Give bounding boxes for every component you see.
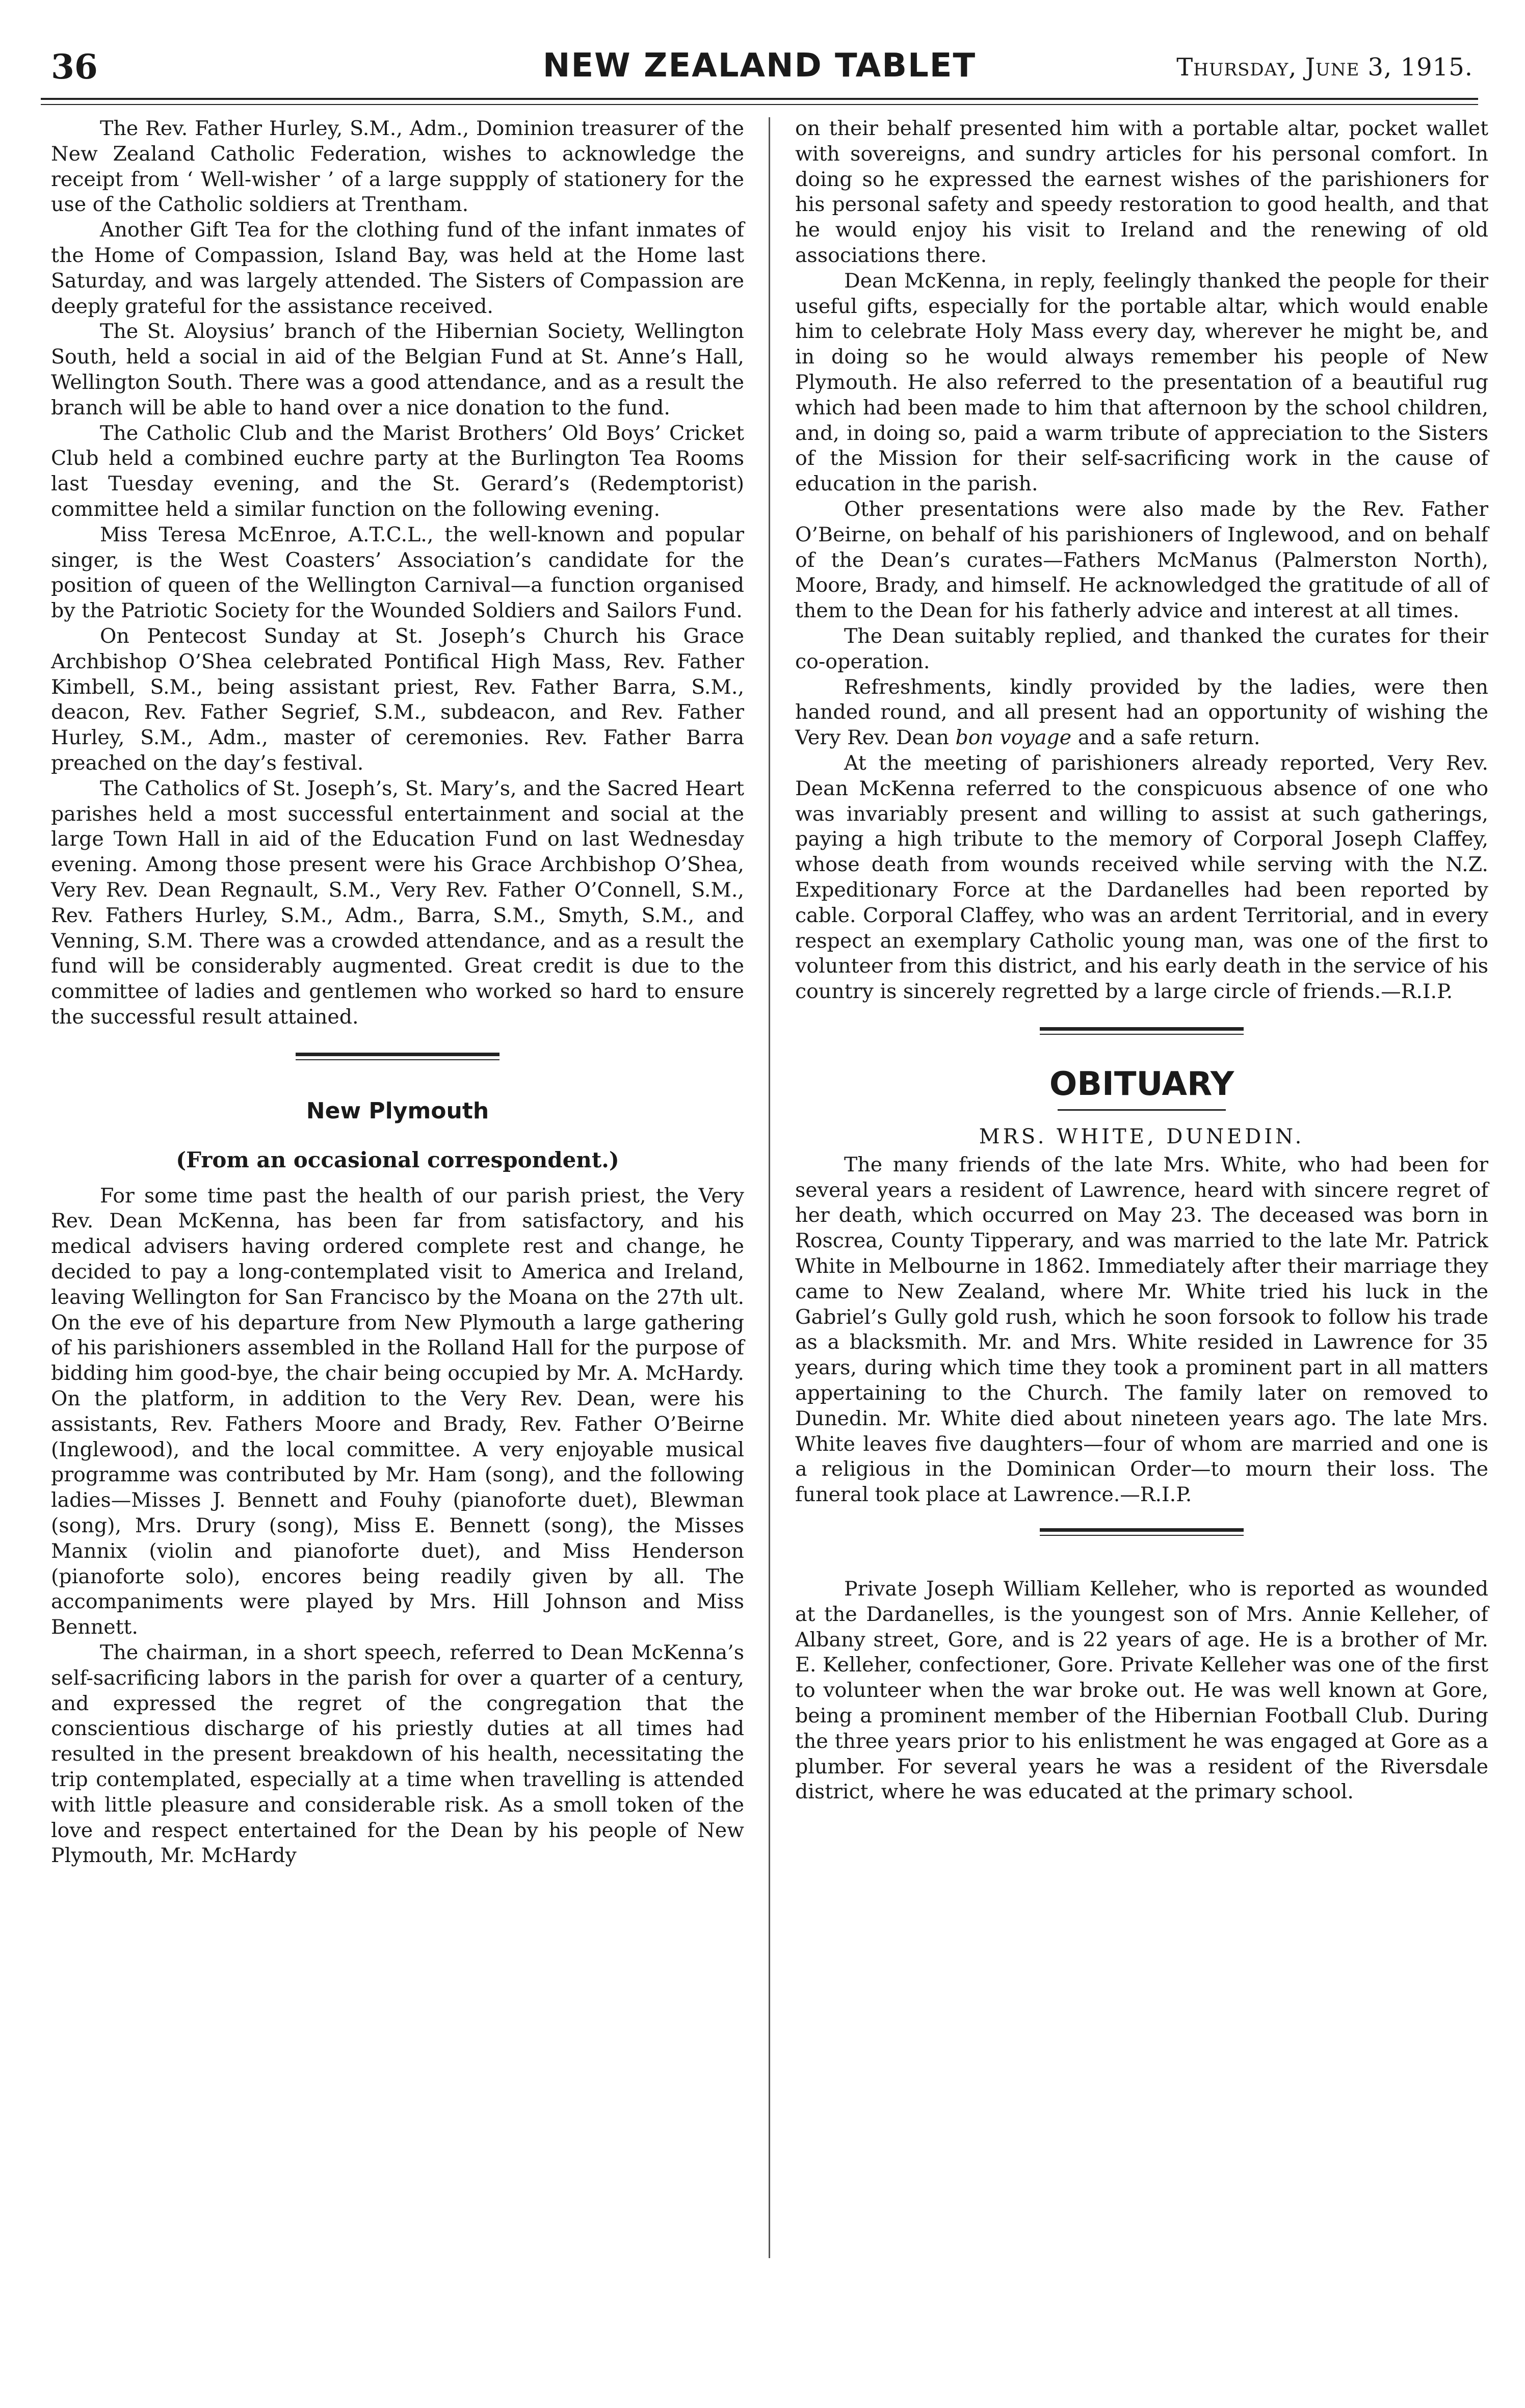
paragraph-text: Refreshments, kindly provided by the ladies, were then handed round, and all present had an opportunity of wishing the Very Rev. Dean: [795, 675, 1488, 750]
column-divider: [769, 117, 770, 2258]
right-column: [795, 116, 1488, 1805]
paragraph: The chairman, in a short speech, referred to Dean McKenna’s self-sacrificing labors in the parish for over a quarter of a century, and expressed the regret of the congregation that the conscientious discharge of his priestly duties at all times had resulted in the present breakdown of his health, necessitating the trip contemplated, especially at a time when travelling is attended with little pleasure and considerable risk. As a smoll token of the love and respect entertained for the Dean by his people of New Plymouth, Mr. McHardy: [51, 1641, 744, 1868]
paragraph: Another Gift Tea for the clothing fund of the infant inmates of the Home of Compassion, Island Bay, was held at the Home last Saturday, and was largely attended. The Sisters of Compassion are deeply grateful for the assistance received.: [51, 218, 744, 318]
section-title: New Plymouth: [306, 1097, 489, 1124]
paragraph: Other presentations were also made by the Rev. Father O’Beirne, on behalf of his parishioners of Inglewood, and on behalf of the Dean’s curates—Fathers McManus (Palmerston North), Moore, Brady, and himself. He acknowledged the gratitude of all of them to the Dean for his fatherly advice and interest at all times.: [795, 497, 1488, 623]
page-number: 36: [51, 47, 98, 87]
paragraph: For some time past the health of our parish priest, the Very Rev. Dean McKenna, has been far from satisfactory, and his medical advisers having ordered complete rest and change, he decided to pay a long-contemplated visit to America and Ireland, leaving Wellington for San Francisco by the Moana on the 27th ult. On the eve of his departure from New Plymouth a large gathering of his parishioners assembled in the Rolland Hall for the purpose of bidding him good-bye, the chair being occupied by Mr. A. McHardy. On the platform, in addition to the Very Rev. Dean, were his assistants, Rev. Fathers Moore and Brady, Rev. Father O’Beirne (Inglewood), and the local committee. A very enjoyable musical programme was contributed by Mr. Ham (song), and the following ladies—Misses J. Bennett and Fouhy (pianoforte duet), Blewman (song), Mrs. Drury (song), Miss E. Bennett (song), the Misses Mannix (violin and pianoforte duet), and Miss Henderson (pianoforte solo), encores being readily given by all. The accompaniments were played by Mrs. Hill Johnson and Miss Bennett.: [51, 1184, 744, 1639]
dateline: Thursday, June 3, 1915.: [1176, 53, 1473, 82]
obituary-name: MRS. WHITE, DUNEDIN.: [979, 1124, 1305, 1148]
paragraph: Dean McKenna, in reply, feelingly thanked the people for their useful gifts, especially for the portable altar, which would enable him to celebrate Holy Mass every day, wherever he might be, and in doing so he would always remember his people of New Plymouth. He also referred to the presentation of a beautiful rug which had been made to him that afternoon by the school children, and, in doing so, paid a warm tribute of appreciation to the Sisters of the Mission for their self-sacrificing work in the cause of education in the parish.: [795, 269, 1488, 496]
paragraph: The Dean suitably replied, and thanked the curates for their co-operation.: [795, 624, 1488, 673]
section-subtitle: (From an occasional correspondent.): [176, 1147, 619, 1172]
section-separator: [296, 1053, 499, 1060]
section-separator: [1040, 1528, 1244, 1536]
paragraph: On Pentecost Sunday at St. Joseph’s Church his Grace Archbishop O’Shea celebrated Pontifical High Mass, Rev. Father Kimbell, S.M., being assistant priest, Rev. Father Barra, S.M., deacon, Rev. Father Segrief, S.M., subdeacon, and Rev. Father Hurley, S.M., Adm., master of ceremonies. Rev. Father Barra preached on the day’s festival.: [51, 624, 744, 775]
paragraph: The St. Aloysius’ branch of the Hibernian Society, Wellington South, held a social in aid of the Belgian Fund at St. Anne’s Hall, Wellington South. There was a good attendance, and as a result the branch will be able to hand over a nice donation to the fund.: [51, 320, 744, 420]
masthead: NEW ZEALAND TABLET: [542, 47, 977, 85]
paragraph: The many friends of the late Mrs. White, who had been for several years a resident of Lawrence, heard with sincere regret of her death, which occurred on May 23. The deceased was born in Roscrea, County Tipperary, and was married to the late Mr. Patrick White in Melbourne in 1862. Immediately after their marriage they came to New Zealand, where Mr. White tried his luck in the Gabriel’s Gully gold rush, which he soon forsook to follow his trade as a blacksmith. Mr. and Mrs. White resided in Lawrence for 35 years, during which time they took a prominent part in all matters appertaining to the Church. The family later on removed to Dunedin. Mr. White died about nineteen years ago. The late Mrs. White leaves five daughters—four of whom are married and one is a religious in the Dominican Order—to mourn their loss. The funeral took place at Lawrence.—R.I.P.: [795, 1153, 1488, 1507]
paragraph: The Catholic Club and the Marist Brothers’ Old Boys’ Cricket Club held a combined euchre party at the Burlington Tea Rooms last Tuesday evening, and the St. Gerard’s (Redemptorist) committee held a similar function on the following evening.: [51, 421, 744, 521]
paragraph: Private Joseph William Kelleher, who is reported as wounded at the Dardanelles, is the youngest son of Mrs. Annie Kelleher, of Albany street, Gore, and is 22 years of age. He is a brother of Mr. E. Kelleher, confectioner, Gore. Private Kelleher was one of the first to volunteer when the war broke out. He was well known at Gore, being a prominent member of the Hibernian Football Club. During the three years prior to his enlistment he was engaged at Gore as a plumber. For several years he was a resident of the Riversdale district, where he was educated at the primary school.: [795, 1577, 1488, 1804]
paragraph: [795, 675, 1488, 751]
paragraph: Miss Teresa McEnroe, A.T.C.L., the well-known and popular singer, is the West Coasters’ Association’s candidate for the position of queen of the Wellington Carnival—a function organised by the Patriotic Society for the Wounded Soldiers and Sailors Fund.: [51, 522, 744, 623]
paragraph: The Catholics of St. Joseph’s, St. Mary’s, and the Sacred Heart parishes held a most successful entertainment and social at the large Town Hall in aid of the Education Fund on last Wednesday evening. Among those present were his Grace Archbishop O’Shea, Very Rev. Dean Regnault, S.M., Very Rev. Father O’Connell, S.M., Rev. Fathers Hurley, S.M., Adm., Barra, S.M., Smyth, S.M., and Venning, S.M. There was a crowded attendance, and as a result the fund will be considerably augmented. Great credit is due to the committee of ladies and gentlemen who worked so hard to ensure the successful result attained.: [51, 776, 744, 1029]
obituary-title: OBITUARY: [1049, 1065, 1234, 1103]
paragraph: on their behalf presented him with a portable altar, pocket wallet with sovereigns, and sundry articles for his personal comfort. In doing so he expressed the earnest wishes of the parishioners for his personal safety and speedy restoration to good health, and that he would enjoy his visit to Ireland and the renewing of old associations there.: [795, 117, 1488, 267]
left-column: [51, 116, 744, 1869]
paragraph: The Rev. Father Hurley, S.M., Adm., Dominion treasurer of the New Zealand Catholic Federation, wishes to acknowledge the receipt from ‘ Well-wisher ’ of a large suppply of stationery for the use of the Catholic soldiers at Trentham.: [51, 117, 744, 217]
title-rule: [1058, 1109, 1226, 1111]
italic-phrase: bon voyage: [955, 726, 1072, 750]
header-rule: [41, 98, 1478, 100]
section-separator: [1040, 1027, 1244, 1035]
page-header: [41, 42, 1478, 98]
paragraph: At the meeting of parishioners already reported, Very Rev. Dean McKenna referred to the conspicuous absence of one who was invariably present and willing to assist at such gatherings, paying a high tribute to the memory of Corporal Joseph Claffey, whose death from wounds received while serving with the N.Z. Expeditionary Force at the Dardanelles had been reported by cable. Corporal Claffey, who was an ardent Territorial, and in every respect an exemplary Catholic young man, was one of the first to volunteer from this district, and his early death in the service of his country is sincerely regretted by a large circle of friends.—R.I.P.: [795, 751, 1488, 1004]
paragraph-text: and a safe return.: [1077, 726, 1260, 750]
header-rule-thin: [41, 104, 1478, 105]
